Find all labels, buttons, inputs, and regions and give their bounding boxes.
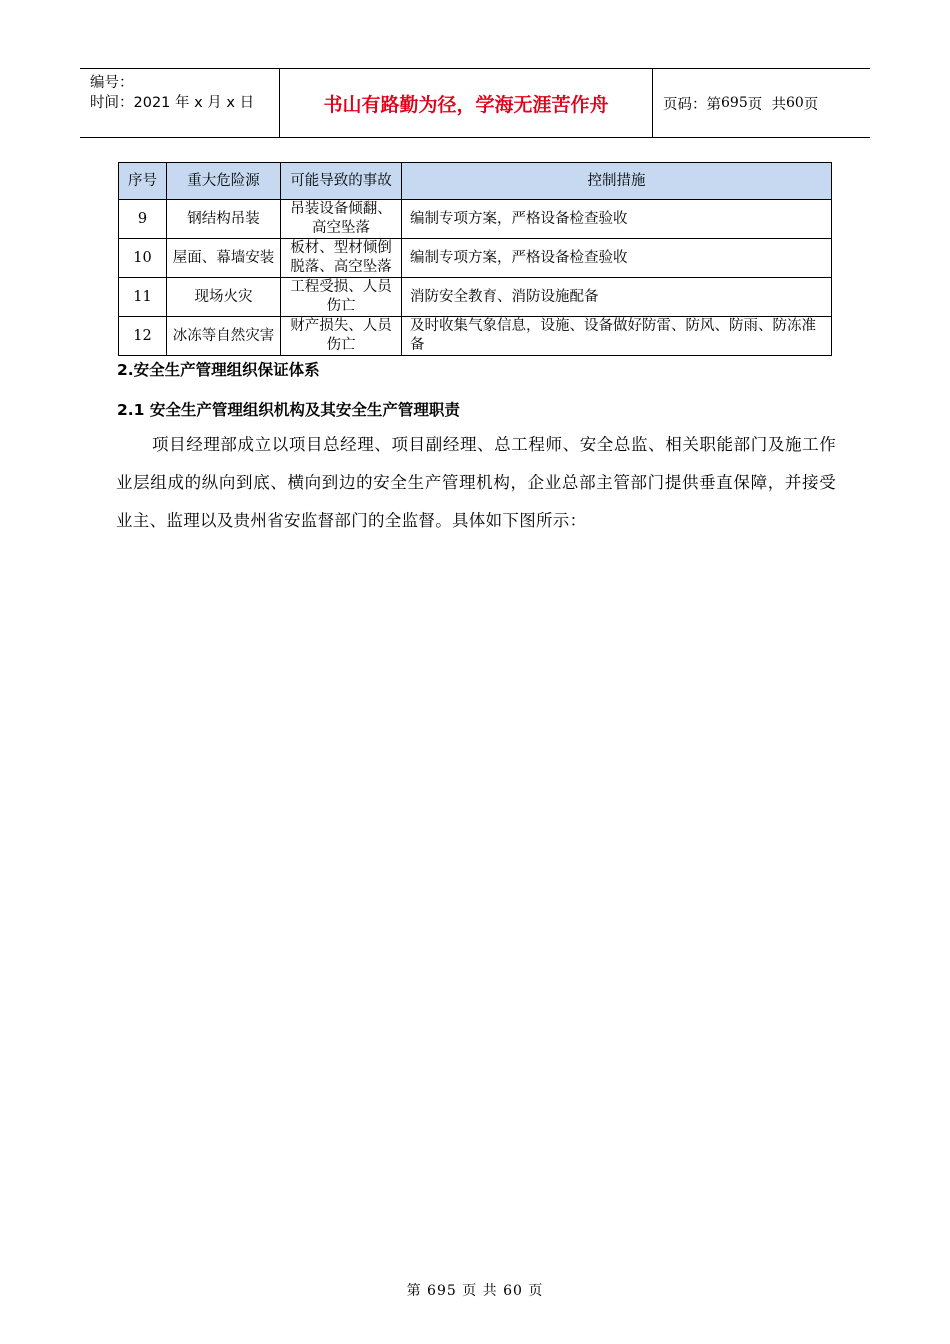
header-meta [80, 69, 280, 137]
section-heading-2: 2.安全生产管理组织保证体系 [117, 361, 320, 379]
header-accident: 可能导致的事故 [281, 163, 402, 200]
table-row [119, 200, 832, 239]
cell-measure: 编制专项方案，严格设备检查验收 [402, 200, 832, 239]
header-motto: 书山有路勤为径，学海无涯苦作舟 [280, 69, 653, 137]
cell-accident: 板材、型材倾倒脱落、高空坠落 [281, 239, 402, 278]
cell-no: 9 [119, 200, 167, 239]
page-mid: 页 共 [747, 96, 786, 113]
table-header-row [119, 163, 832, 200]
cell-no: 10 [119, 239, 167, 278]
body-paragraph: 项目经理部成立以项目总经理、项目副经理、总工程师、安全总监、相关职能部门及施工作业层组成的纵向到底、横向到边的安全生产管理机构，企业总部主管部门提供垂直保障，并接受业主、监理以及贵州省安监督部门的全监督。具体如下图所示： [116, 435, 836, 530]
cell-source: 冰冻等自然灾害 [167, 317, 281, 356]
cell-source: 屋面、幕墙安装 [167, 239, 281, 278]
page-total: 60 [785, 95, 804, 111]
cell-source: 钢结构吊装 [167, 200, 281, 239]
cell-measure: 编制专项方案，严格设备检查验收 [402, 239, 832, 278]
page-footer: 第 695 页 共 60 页 [406, 1283, 544, 1299]
page-header [80, 68, 870, 138]
table-row [119, 239, 832, 278]
header-source: 重大危险源 [167, 163, 281, 200]
cell-measure: 消防安全教育、消防设施配备 [402, 278, 832, 317]
cell-no: 11 [119, 278, 167, 317]
cell-accident: 财产损失、人员伤亡 [281, 317, 402, 356]
cell-accident: 吊装设备倾翻、高空坠落 [281, 200, 402, 239]
doc-time-label: 时间：2021 年 x 月 x 日 [90, 95, 255, 111]
hazard-table [118, 162, 832, 356]
cell-source: 现场火灾 [167, 278, 281, 317]
header-page-info [653, 69, 870, 137]
cell-measure: 及时收集气象信息，设施、设备做好防雷、防风、防雨、防冻准备 [402, 317, 832, 356]
cell-no: 12 [119, 317, 167, 356]
section-heading-2-1: 2.1 安全生产管理组织机构及其安全生产管理职责 [117, 401, 460, 419]
table-row [119, 278, 832, 317]
header-no: 序号 [119, 163, 167, 200]
table-row [119, 317, 832, 356]
header-measure: 控制措施 [402, 163, 832, 200]
page-suffix: 页 [803, 96, 819, 113]
page-current: 695 [721, 95, 748, 111]
doc-number-label: 编号： [90, 75, 134, 91]
page-prefix: 页码：第 [663, 96, 721, 113]
cell-accident: 工程受损、人员伤亡 [281, 278, 402, 317]
